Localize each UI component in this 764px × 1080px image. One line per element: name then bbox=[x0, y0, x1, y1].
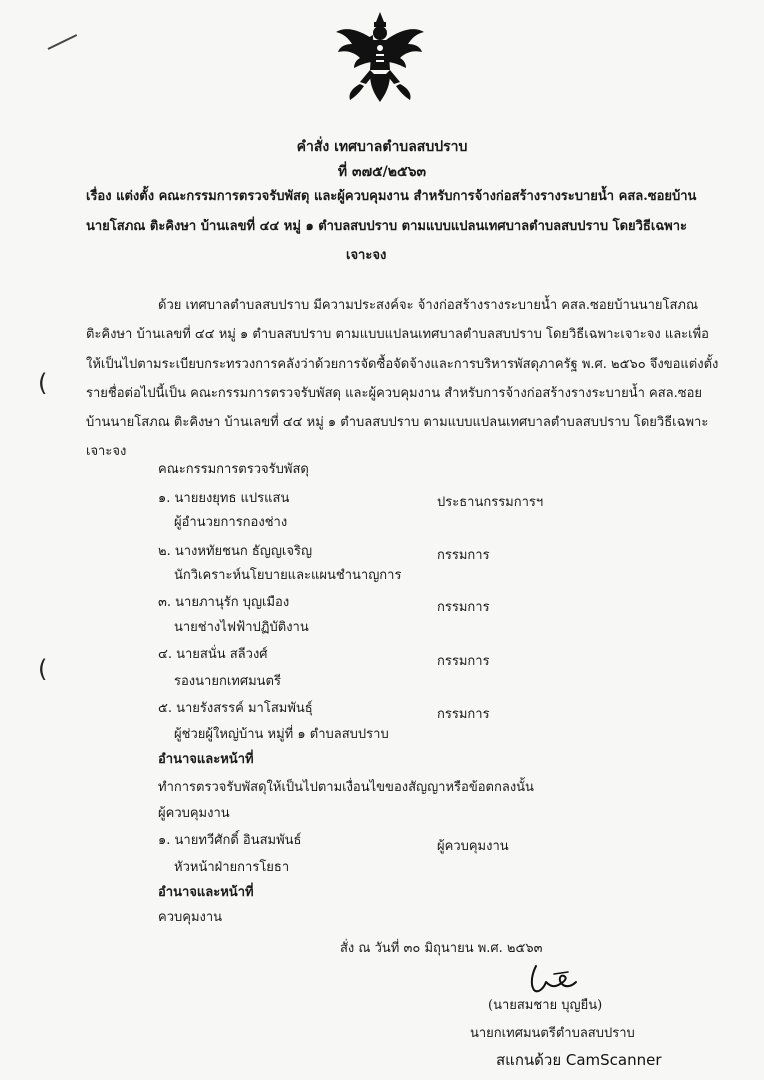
body-line: เจาะจง bbox=[86, 444, 127, 459]
binding-hole-mark: ( bbox=[38, 655, 48, 683]
member-name: ๓. นายภานุรัก บุญเมือง bbox=[158, 595, 290, 610]
duty-text: ทำการตรวจรับพัสดุให้เป็นไปตามเงื่อนไขของสัญญาหรือข้อตกลงนั้น bbox=[158, 780, 534, 795]
body-line: ติะคิงษา บ้านเลขที่ ๔๔ หมู่ ๑ ตำบลสบปราบ ตามแบบแปลนเทศบาลตำบลสบปราบ โดยวิธีเฉพาะเจาะจง และเพื่อ bbox=[86, 327, 709, 342]
body-line: บ้านนายโสภณ ติะคิงษา บ้านเลขที่ ๔๔ หมู่ ๑ ตำบลสบปราบ ตามแบบแปลนเทศบาลตำบลสบปราบ โดยวิธีเฉพาะ bbox=[86, 415, 709, 430]
supervisor-name: ๑. นายทวีศักดิ์ อินสมพันธ์ bbox=[158, 833, 302, 848]
order-title: คำสั่ง เทศบาลตำบลสบปราบ bbox=[296, 139, 468, 155]
margin-stroke-mark bbox=[48, 34, 78, 50]
member-name: ๑. นายยงยุทธ แปรแสน bbox=[158, 491, 290, 506]
member-name: ๒. นางหทัยชนก ธัญญเจริญ bbox=[158, 544, 313, 559]
body-line: รายชื่อต่อไปนี้เป็น คณะกรรมการตรวจรับพัสดุ และผู้ควบคุมงาน สำหรับการจ้างก่อสร้างรางระบายน้ำ คสล.ซอย bbox=[86, 386, 703, 401]
subject-line: เจาะจง bbox=[346, 248, 387, 263]
signer-name: (นายสมชาย บุญยืน) bbox=[488, 998, 603, 1013]
garuda-emblem-icon bbox=[330, 8, 430, 108]
supervisor-role: ผู้ควบคุมงาน bbox=[437, 839, 509, 854]
body-line: ด้วย เทศบาลตำบลสบปราบ มีความประสงค์จะ จ้างก่อสร้างรางระบายน้ำ คสล.ซอยบ้านนายโสภณ bbox=[158, 298, 699, 313]
order-date: สั่ง ณ วันที่ ๓๐ มิถุนายน พ.ศ. ๒๕๖๓ bbox=[340, 941, 543, 956]
duty-heading: อำนาจและหน้าที่ bbox=[158, 752, 254, 767]
duty-heading: อำนาจและหน้าที่ bbox=[158, 885, 254, 900]
supervisor-position: หัวหน้าฝ่ายการโยธา bbox=[174, 860, 290, 875]
member-position: นายช่างไฟฟ้าปฏิบัติงาน bbox=[174, 620, 309, 635]
binding-hole-mark: ( bbox=[38, 369, 48, 397]
member-position: นักวิเคราะห์นโยบายและแผนชำนาญการ bbox=[174, 568, 402, 583]
subject-line: นายโสภณ ติะคิงษา บ้านเลขที่ ๔๔ หมู่ ๑ ตำบลสบปราบ ตามแบบแปลนเทศบาลตำบลสบปราบ โดยวิธีเฉพาะ bbox=[86, 219, 688, 234]
committee-heading: คณะกรรมการตรวจรับพัสดุ bbox=[158, 462, 309, 477]
order-number: ที่ ๓๗๕/๒๕๖๓ bbox=[337, 164, 427, 180]
supervisor-heading: ผู้ควบคุมงาน bbox=[158, 806, 230, 821]
subject-line: เรื่อง แต่งตั้ง คณะกรรมการตรวจรับพัสดุ และผู้ควบคุมงาน สำหรับการจ้างก่อสร้างรางระบายน้ำ คสล.ซอยบ้าน bbox=[86, 189, 697, 204]
signer-title: นายกเทศมนตรีตำบลสบปราบ bbox=[470, 1026, 635, 1041]
member-name: ๕. นายรังสรรค์ มาโสมพันธุ์ bbox=[158, 701, 313, 716]
member-role: กรรมการ bbox=[437, 548, 490, 563]
body-line: ให้เป็นไปตามระเบียบกระทรวงการคลังว่าด้วยการจัดซื้อจัดจ้างและการบริหารพัสดุภาครัฐ พ.ศ. ๒๕๖๐ จึงขอแต่งตั้ง bbox=[86, 357, 719, 372]
member-role: กรรมการ bbox=[437, 707, 490, 722]
member-role: กรรมการ bbox=[437, 600, 490, 615]
signature-icon bbox=[524, 962, 584, 996]
member-name: ๔. นายสนั่น สลีวงศ์ bbox=[158, 647, 268, 662]
member-position: ผู้อำนวยการกองช่าง bbox=[174, 515, 288, 530]
duty-text: ควบคุมงาน bbox=[158, 910, 223, 925]
member-position: รองนายกเทศมนตรี bbox=[174, 674, 281, 689]
member-role: กรรมการ bbox=[437, 654, 490, 669]
member-position: ผู้ช่วยผู้ใหญ่บ้าน หมู่ที่ ๑ ตำบลสบปราบ bbox=[174, 727, 389, 742]
member-role: ประธานกรรมการฯ bbox=[437, 495, 544, 510]
camscanner-watermark: สแกนด้วย CamScanner bbox=[496, 1051, 662, 1069]
